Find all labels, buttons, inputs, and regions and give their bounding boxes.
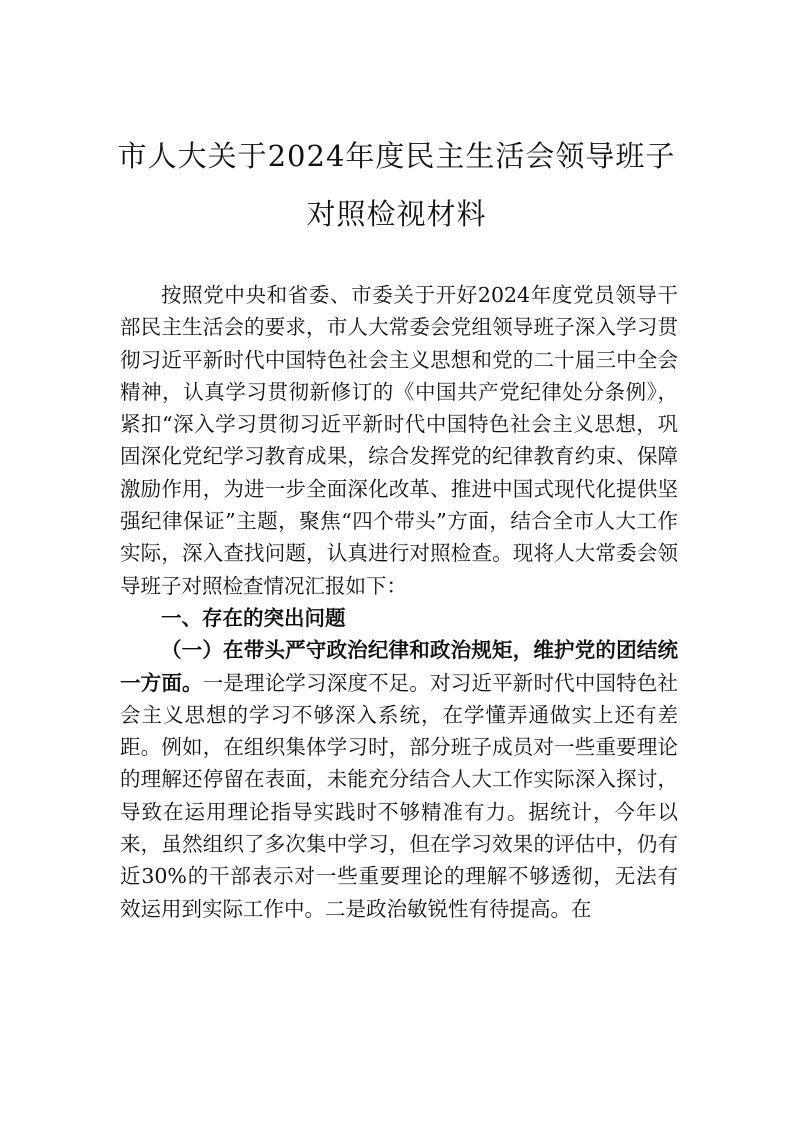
section-heading: 一、存在的突出问题 <box>161 605 346 630</box>
subsection-heading: （一）在带头严守政治纪律和政治规矩，维护党的团结统一方面。 <box>120 638 678 695</box>
document-title-line1: 市人大关于2024年度民主生活会领导班子 <box>117 139 676 173</box>
document-body <box>120 279 678 925</box>
subsection-paragraph <box>120 634 678 925</box>
document-title-line2: 对照检视材料 <box>306 197 487 231</box>
intro-paragraph: 按照党中央和省委、市委关于开好2024年度党员领导干部民主生活会的要求，市人大常委会党组领导班子深入学习贯彻习近平新时代中国特色社会主义思想和党的二十届三中全会精神，认真学习贯彻新修订的《中国共产党纪律处分条例》，紧扣“深入学习贯彻习近平新时代中国特色社会主义思想，巩固深化党纪学习教育成果，综合发挥党的纪律教育约束、保障激励作用，为进一步全面深化改革、推进中国式现代化提供坚强纪律保证”主题，聚焦“四个带头”方面，结合全市人大工作实际，深入查找问题，认真进行对照检查。现将人大常委会领导班子对照检查情况汇报如下： <box>120 283 678 598</box>
subsection-text: 一是理论学习深度不足。对习近平新时代中国特色社会主义思想的学习不够深入系统，在学懂弄通做实上还有差距。例如，在组织集体学习时，部分班子成员对一些重要理论的理解还停留在表面，未能充分结合人大工作实际深入探讨，导致在运用理论指导实践时不够精准有力。据统计，今年以来，虽然组织了多次集中学习，但在学习效果的评估中，仍有近30%的干部表示对一些重要理论的理解不够透彻，无法有效运用到实际工作中。二是政治敏锐性有待提高。在 <box>120 670 679 921</box>
